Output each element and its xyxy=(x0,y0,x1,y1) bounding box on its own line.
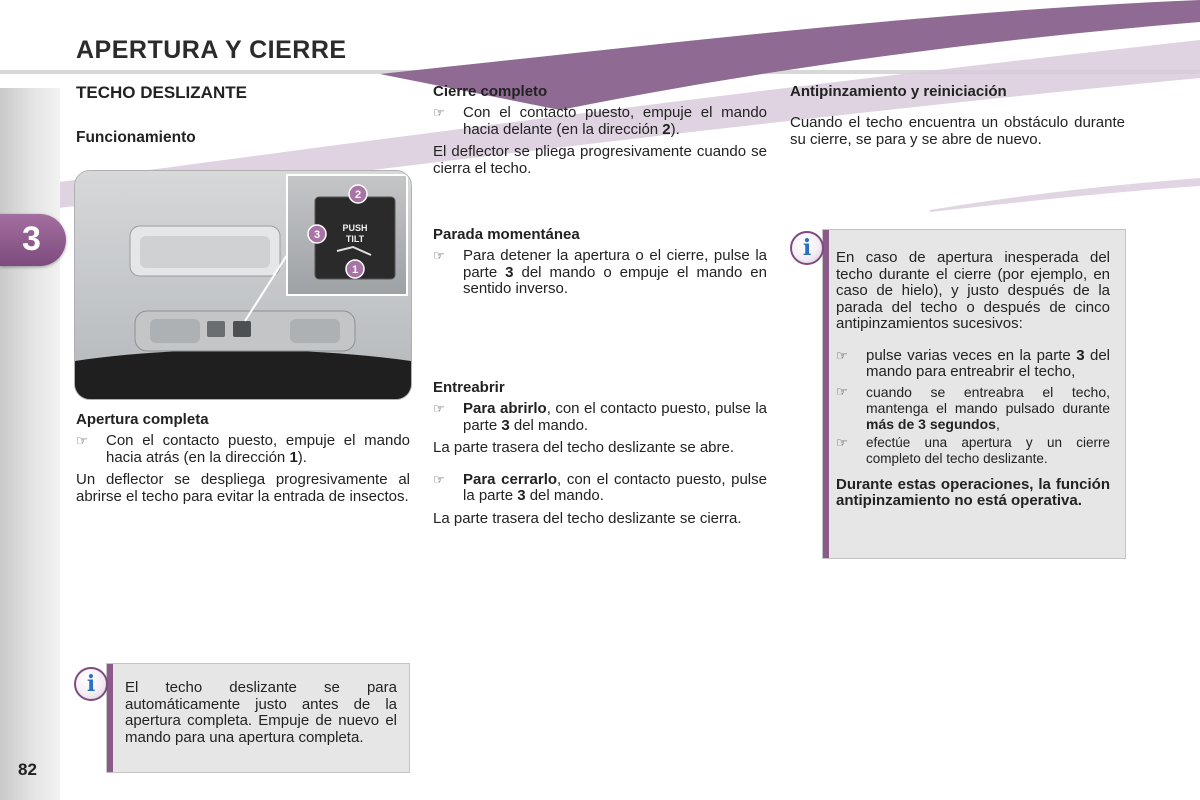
parada-section xyxy=(433,226,767,298)
info-box-accent-bar xyxy=(107,664,113,772)
apertura-section xyxy=(76,411,410,520)
svg-text:PUSH: PUSH xyxy=(342,223,368,233)
reset-bullet-3-text: efectúe una apertura y un cierre completo del techo deslizante. xyxy=(866,434,1110,466)
hand-pointer-icon: ☞ xyxy=(76,433,88,448)
chapter-number: 3 xyxy=(22,220,41,258)
close-bullet xyxy=(433,472,767,505)
page-title: APERTURA Y CIERRE xyxy=(76,36,347,64)
reset-intro: En caso de apertura inesperada del techo durante el cierre (por ejemplo, en caso de hielo), y justo después de la parada del techo o después de cinco antipinzamientos sucesivos: xyxy=(836,249,1110,332)
parada-bullet-text: Para detener la apertura o el cierre, pulse la parte xyxy=(463,247,767,281)
reset-bullet-1-text: pulse varias veces en la parte xyxy=(866,346,1077,364)
hand-pointer-icon: ☞ xyxy=(433,471,445,487)
apertura-paragraph: Un deflector se despliega progresivamente al abrirse el techo para evitar la entrada de insectos. xyxy=(76,471,410,505)
anti-title: Antipinzamiento y reiniciación xyxy=(790,83,1007,100)
reset-bullet-1 xyxy=(836,348,1110,381)
part-number: 3 xyxy=(517,487,526,504)
info-note-text: El techo deslizante se para automáticamente justo antes de la apertura completa. Empuje de nuevo el mando para una apertura completa. xyxy=(125,679,397,746)
sunroof-control-illustration xyxy=(75,171,411,399)
hand-pointer-icon: ☞ xyxy=(836,434,848,450)
parada-title: Parada momentánea xyxy=(433,226,580,243)
part-number: 3 xyxy=(501,416,510,434)
page-number: 82 xyxy=(18,760,37,779)
open-result: La parte trasera del techo deslizante se abre. xyxy=(433,439,735,456)
apertura-bullet-text: Con el contacto puesto, empuje el mando hacia atrás (en la dirección xyxy=(106,432,410,466)
info-icon: i xyxy=(790,231,824,265)
reset-bullet-1-end: del mando para entreabrir el techo, xyxy=(866,346,1110,380)
close-result: La parte trasera del techo deslizante se cierra. xyxy=(433,509,742,527)
duration-bold: más de 3 segundos xyxy=(866,415,996,432)
hand-pointer-icon: ☞ xyxy=(836,347,848,363)
parada-bullet xyxy=(433,248,767,298)
subsection-heading: Funcionamiento xyxy=(76,129,196,146)
left-side-bar xyxy=(0,88,60,800)
reset-bullet-2 xyxy=(836,384,1110,432)
cierre-bullet-end: ). xyxy=(670,120,680,138)
open-bullet xyxy=(433,401,767,434)
section-heading: TECHO DESLIZANTE xyxy=(76,83,247,102)
hand-pointer-icon: ☞ xyxy=(433,248,445,263)
entreabrir-title: Entreabrir xyxy=(433,379,505,396)
hand-pointer-icon: ☞ xyxy=(433,401,445,416)
svg-text:TILT: TILT xyxy=(345,234,365,244)
reset-info-content xyxy=(836,235,1110,525)
hand-pointer-icon: ☞ xyxy=(836,383,848,399)
reset-warning: Durante estas operaciones, la función antipinzamiento no está operativa. xyxy=(836,475,1110,509)
cierre-bullet-text: Con el contacto puesto, empuje el mando hacia delante (en la dirección xyxy=(463,104,767,138)
open-bullet-end: del mando. xyxy=(509,416,589,434)
sunroof-control-photo xyxy=(74,170,412,400)
direction-number: 2 xyxy=(662,120,671,138)
apertura-title: Apertura completa xyxy=(76,411,209,428)
cierre-title: Cierre completo xyxy=(433,83,548,100)
open-bullet-text: , con el contacto puesto, pulse la parte xyxy=(463,400,767,434)
reset-bullet-3 xyxy=(836,435,1110,467)
parada-bullet-end: del mando o empuje el mando en sentido inverso. xyxy=(463,263,767,297)
close-bold-label: Para cerrarlo xyxy=(463,470,558,488)
apertura-bullet-end: ). xyxy=(297,448,307,466)
cierre-bullet xyxy=(433,105,767,138)
reset-info-box xyxy=(822,229,1126,559)
info-icon: i xyxy=(74,667,108,701)
entreabrir-section xyxy=(433,379,767,542)
cierre-section xyxy=(433,83,767,192)
part-number: 3 xyxy=(1076,346,1085,364)
direction-number: 1 xyxy=(289,448,298,466)
anti-section xyxy=(790,83,1125,163)
open-bold-label: Para abrirlo xyxy=(463,400,547,417)
close-bullet-text: , con el contacto puesto, pulse la parte xyxy=(463,470,767,504)
apertura-bullet xyxy=(76,433,410,466)
svg-text:1: 1 xyxy=(351,264,359,276)
svg-text:3: 3 xyxy=(313,229,321,241)
info-box-accent-bar xyxy=(823,230,829,558)
reset-bullet-2-end: , xyxy=(995,415,1000,432)
hand-pointer-icon: ☞ xyxy=(433,105,445,120)
anti-paragraph: Cuando el techo encuentra un obstáculo durante su cierre, se para y se abre de nuevo. xyxy=(790,114,1125,148)
info-note-box xyxy=(106,663,410,773)
reset-bullet-2-text: cuando se entreabra el techo, mantenga el mando pulsado durante xyxy=(866,383,1110,416)
close-bullet-end: del mando. xyxy=(525,487,604,504)
svg-text:2: 2 xyxy=(354,189,362,201)
cierre-paragraph: El deflector se pliega progresivamente cuando se cierra el techo. xyxy=(433,143,767,177)
part-number: 3 xyxy=(505,263,514,281)
